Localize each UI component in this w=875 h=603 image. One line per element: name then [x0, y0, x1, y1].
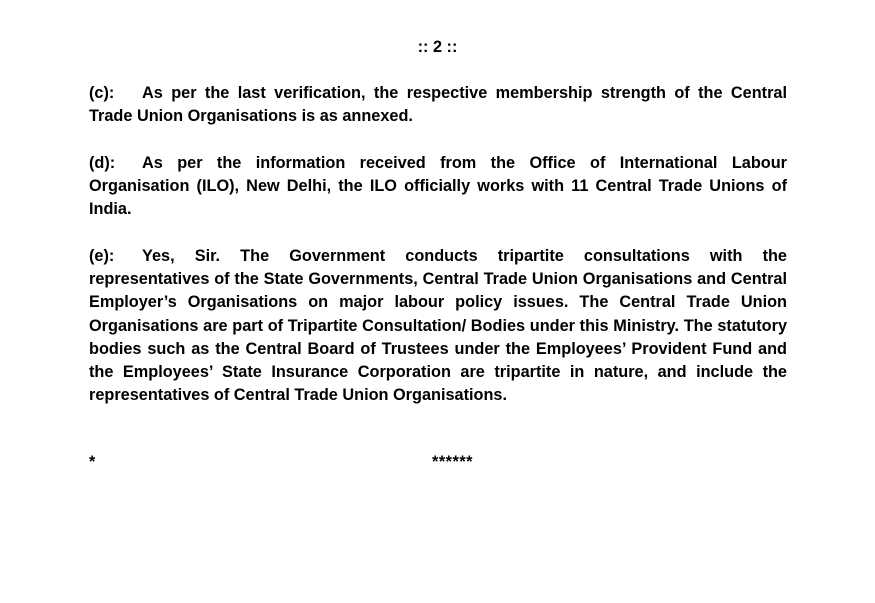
end-of-document-marker: ******	[432, 453, 474, 471]
page-number: :: 2 ::	[417, 38, 458, 56]
paragraph-marker-e: (e):	[89, 247, 115, 265]
answer-paragraph-e	[89, 245, 787, 407]
paragraph-marker-d: (d):	[89, 154, 116, 172]
paragraph-text-d: As per the information received from the Office of International Labour Organisation (ILO), New Delhi, the ILO officially works with 11 Central Trade Unions of India.	[89, 154, 787, 219]
answer-paragraph-d	[89, 152, 787, 222]
paragraph-marker-c: (c):	[89, 84, 115, 102]
paragraph-text-e: Yes, Sir. The Government conducts tripartite consultations with the representatives of the State Governments, Central Trade Union Organisations and Central Employer’s Organisations on major labour policy issues. The Central Trade Union Organisations are part of Tripartite Consultation/ Bodies under this Ministry. The statutory bodies such as the Central Board of Trustees under the Employees’ Provident Fund and the Employees’ State Insurance Corporation are tripartite in nature, and include the representatives of Central Trade Union Organisations.	[89, 247, 787, 405]
paragraph-text-c: As per the last verification, the respective membership strength of the Central Trade Union Organisations is as annexed.	[89, 84, 787, 126]
answer-paragraph-c	[89, 82, 787, 128]
footnote-asterisk: *	[89, 453, 96, 471]
